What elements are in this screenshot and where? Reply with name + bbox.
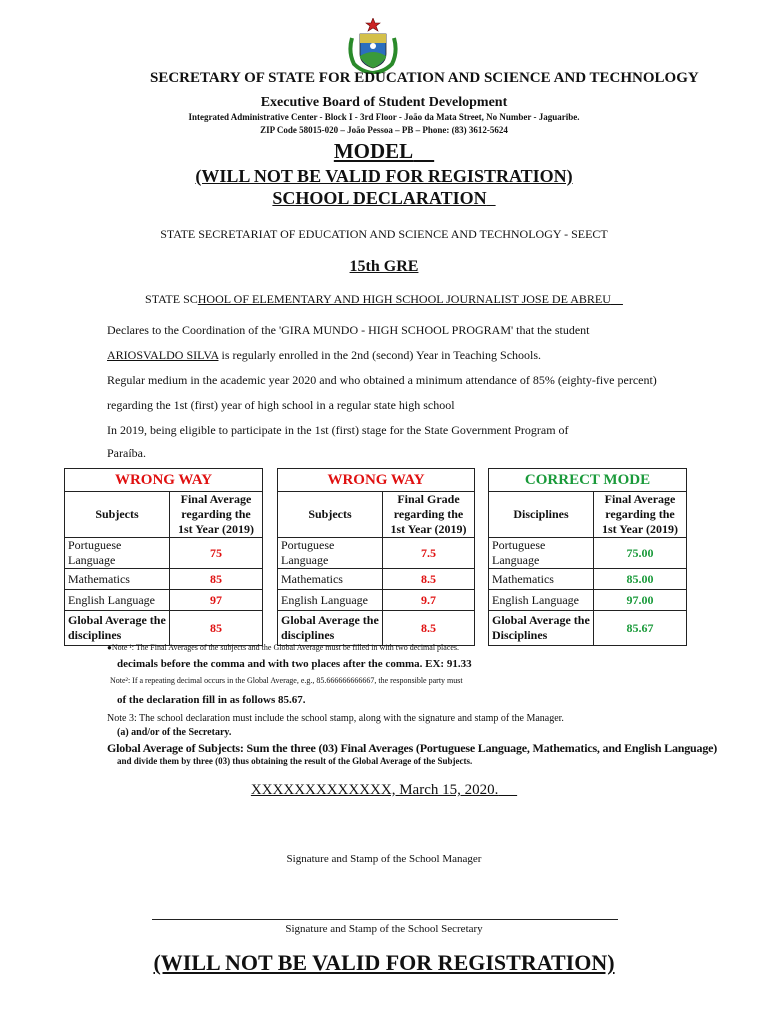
table-row-value: 9.7 <box>383 590 475 611</box>
body-line-6: Paraíba. <box>107 446 146 460</box>
table-row-label: Mathematics <box>489 569 594 590</box>
note-2-example: of the declaration fill in as follows 85.67. <box>117 694 306 706</box>
grade-table-wrong-2 <box>277 468 475 646</box>
table-row-label: English Language <box>489 590 594 611</box>
table-row-label: Portuguese Language <box>65 538 170 569</box>
table-row-value: 85.00 <box>594 569 687 590</box>
table-row-label: English Language <box>278 590 383 611</box>
body-line-2-rest: is regularly enrolled in the 2nd (second) Year in Teaching Schools. <box>218 348 542 362</box>
school-name-underlined: HOOL OF ELEMENTARY AND HIGH SCHOOL JOURNALIST JOSE DE ABREU <box>197 292 611 306</box>
body-line-5: In 2019, being eligible to participate in the 1st (first) stage for the State Government Program of <box>107 423 569 437</box>
table-global-label: Global Average the Disciplines <box>489 611 594 646</box>
table-col-subjects: Subjects <box>65 492 170 538</box>
address-line-1: Integrated Administrative Center - Block I - 3rd Floor - João da Mata Street, No Number - Jaguaribe. <box>188 112 580 122</box>
model-title <box>0 139 768 164</box>
table-row-label: Mathematics <box>278 569 383 590</box>
body-line-2 <box>107 348 747 363</box>
table-col-average: Final Grade regarding the 1st Year (2019) <box>383 492 475 538</box>
table-title: WRONG WAY <box>278 469 475 492</box>
grade-table-correct <box>488 468 687 646</box>
table-row-label: Mathematics <box>65 569 170 590</box>
table-row-value: 97 <box>170 590 263 611</box>
table-global-value: 85 <box>170 611 263 646</box>
table-row-value: 75 <box>170 538 263 569</box>
table-row-label: Portuguese Language <box>278 538 383 569</box>
note-3-secretary: (a) and/or of the Secretary. <box>117 727 232 738</box>
table-title: CORRECT MODE <box>489 469 687 492</box>
gre-heading <box>0 258 768 276</box>
signature-line <box>152 919 618 920</box>
not-valid-footer <box>0 950 768 976</box>
signature-secretary-label: Signature and Stamp of the School Secretary <box>285 923 483 935</box>
note-1: ●Note ¹: The Final Averages of the subjects and the Global Average must be filled in with two decimal places. <box>107 643 460 652</box>
note-3: Note 3: The school declaration must include the school stamp, along with the signature and stamp of the Manager. <box>107 713 564 724</box>
table-col-disciplines: Disciplines <box>489 492 594 538</box>
seect-heading: STATE SECRETARIAT OF EDUCATION AND SCIENCE AND TECHNOLOGY - SEECT <box>160 227 608 241</box>
model-title-text: MODEL <box>333 139 414 163</box>
grade-table-wrong-1 <box>64 468 263 646</box>
table-col-average: Final Average regarding the 1st Year (2019) <box>170 492 263 538</box>
note-2: Note²: If a repeating decimal occurs in the Global Average, e.g., 85.666666666667, the responsible party must <box>110 676 463 685</box>
city-date-text: XXXXXXXXXXXXX, March 15, 2020. <box>250 782 499 798</box>
gre-text: 15th GRE <box>349 258 419 275</box>
table-global-label: Global Average the disciplines <box>65 611 170 646</box>
table-row-value: 7.5 <box>383 538 475 569</box>
note-1-example: decimals before the comma and with two places after the comma. EX: 91.33 <box>117 658 472 670</box>
not-valid-text: (WILL NOT BE VALID FOR REGISTRATION) <box>195 166 573 186</box>
not-valid-footer-text: (WILL NOT BE VALID FOR REGISTRATION) <box>153 950 615 975</box>
table-row-label: English Language <box>65 590 170 611</box>
not-valid-heading <box>0 166 768 187</box>
table-row-value: 97.00 <box>594 590 687 611</box>
table-col-average: Final Average regarding the 1st Year (2019) <box>594 492 687 538</box>
address-line-2: ZIP Code 58015-020 – João Pessoa – PB – Phone: (83) 3612-5624 <box>260 125 508 135</box>
secretary-heading: SECRETARY OF STATE FOR EDUCATION AND SCIENCE AND TECHNOLOGY <box>150 70 699 86</box>
signature-manager-label: Signature and Stamp of the School Manager <box>286 853 482 865</box>
board-heading: Executive Board of Student Development <box>260 95 508 110</box>
body-line-4: regarding the 1st (first) year of high school in a regular state high school <box>107 398 455 412</box>
table-col-subjects: Subjects <box>278 492 383 538</box>
table-global-value: 85.67 <box>594 611 687 646</box>
global-average-divide: and divide them by three (03) thus obtaining the result of the Global Average of the Subjects. <box>117 756 473 766</box>
table-row-value: 85 <box>170 569 263 590</box>
declaration-title-text: SCHOOL DECLARATION <box>272 188 487 208</box>
table-title: WRONG WAY <box>65 469 263 492</box>
school-name-prefix: STATE SC <box>145 292 198 306</box>
state-coat-of-arms-icon <box>346 18 400 74</box>
table-global-label: Global Average the disciplines <box>278 611 383 646</box>
table-row-label: Portuguese Language <box>489 538 594 569</box>
table-global-value: 8.5 <box>383 611 475 646</box>
global-average-instructions: Global Average of Subjects: Sum the three (03) Final Averages (Portuguese Language, Mathematics, and English Language) <box>107 741 718 755</box>
student-name: ARIOSVALDO SILVA <box>107 348 219 362</box>
school-name <box>0 292 768 307</box>
table-row-value: 8.5 <box>383 569 475 590</box>
body-line-1: Declares to the Coordination of the 'GIRA MUNDO - HIGH SCHOOL PROGRAM' that the student <box>107 323 590 337</box>
declaration-title <box>0 188 768 209</box>
table-row-value: 75.00 <box>594 538 687 569</box>
body-line-3: Regular medium in the academic year 2020 and who obtained a minimum attendance of 85% (eighty-five percent) <box>107 373 657 387</box>
city-date <box>0 782 768 799</box>
